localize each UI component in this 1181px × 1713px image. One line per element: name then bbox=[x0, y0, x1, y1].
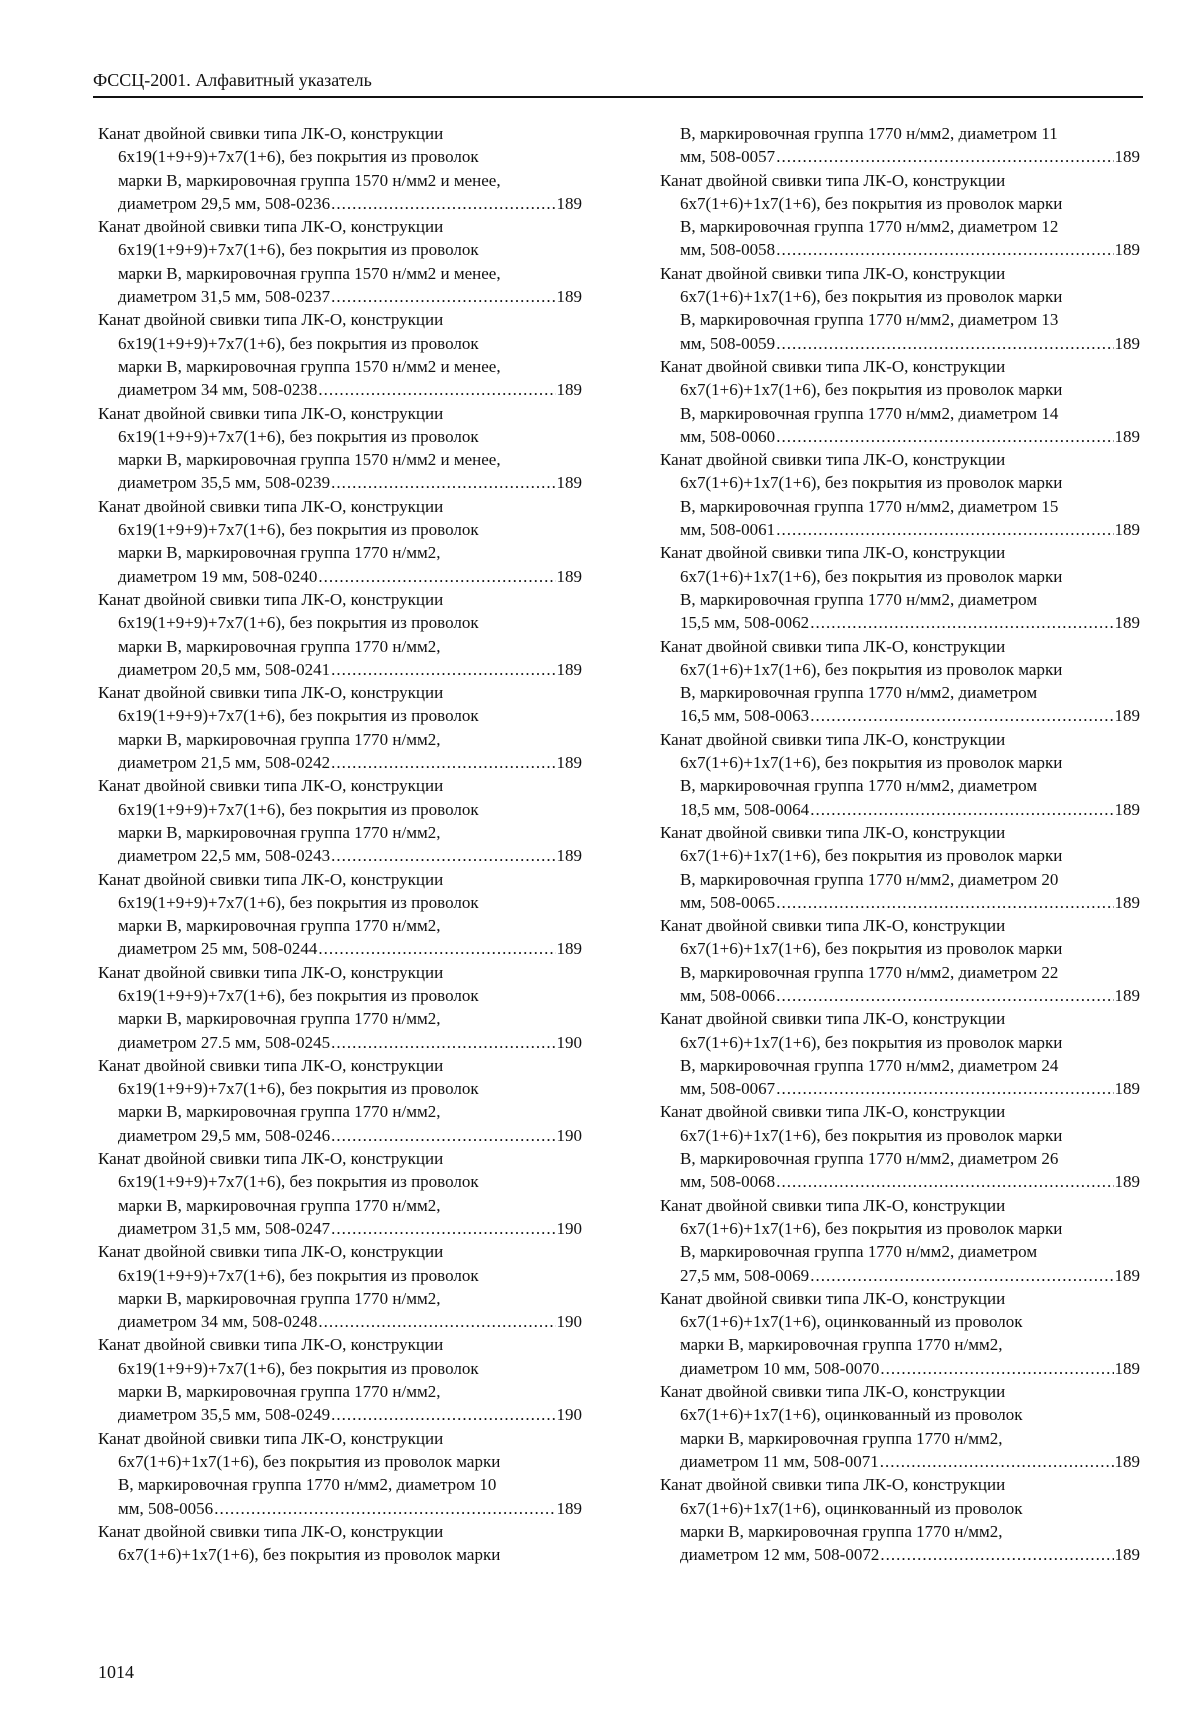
entry-code: 18,5 мм, 508-0064 bbox=[680, 799, 810, 819]
dot-leader bbox=[776, 984, 1113, 1007]
index-entry bbox=[98, 681, 582, 774]
entry-code: диаметром 21,5 мм, 508-0242 bbox=[118, 753, 331, 773]
dot-leader bbox=[776, 145, 1113, 168]
entry-heading: Канат двойной свивки типа ЛК-О, конструкции bbox=[98, 869, 444, 889]
entry-code-line bbox=[660, 704, 1140, 727]
entry-heading: Канат двойной свивки типа ЛК-О, конструкции bbox=[660, 636, 1006, 656]
entry-line: 6x7(1+6)+1x7(1+6), без покрытия из проволок марки bbox=[680, 846, 1063, 866]
entry-code-line bbox=[660, 425, 1140, 448]
entry-page-ref: 189 bbox=[556, 659, 582, 679]
entry-code: диаметром 11 мм, 508-0071 bbox=[680, 1451, 879, 1471]
index-entry bbox=[660, 728, 1140, 821]
index-entry bbox=[660, 355, 1140, 448]
index-entry bbox=[98, 308, 582, 401]
entry-line: марки В, маркировочная группа 1770 н/мм2, bbox=[118, 543, 441, 563]
entry-line: 6x7(1+6)+1x7(1+6), без покрытия из проволок марки bbox=[680, 1218, 1063, 1238]
entry-heading: Канат двойной свивки типа ЛК-О, конструкции bbox=[660, 1382, 1006, 1402]
entry-code-line bbox=[98, 844, 582, 867]
entry-page-ref: 190 bbox=[556, 1218, 582, 1238]
index-entry bbox=[660, 1100, 1140, 1193]
entry-page-ref: 189 bbox=[556, 939, 582, 959]
entry-code-line bbox=[660, 1264, 1140, 1287]
entry-line: В, маркировочная группа 1770 н/мм2, диаметром bbox=[680, 1242, 1038, 1262]
dot-leader bbox=[331, 658, 555, 681]
dot-leader bbox=[318, 937, 555, 960]
entry-code-line bbox=[98, 471, 582, 494]
entry-code: диаметром 34 мм, 508-0248 bbox=[118, 1312, 318, 1332]
entry-heading: Канат двойной свивки типа ЛК-О, конструкции bbox=[660, 1195, 1006, 1215]
index-entry bbox=[660, 1473, 1140, 1566]
entry-page-ref: 189 bbox=[556, 566, 582, 586]
entry-code-line bbox=[660, 1543, 1140, 1566]
index-entry bbox=[98, 961, 582, 1054]
entry-line: марки В, маркировочная группа 1770 н/мм2, bbox=[680, 1335, 1003, 1355]
entry-heading: Канат двойной свивки типа ЛК-О, конструкции bbox=[660, 543, 1006, 563]
entry-heading: Канат двойной свивки типа ЛК-О, конструкции bbox=[98, 1428, 444, 1448]
dot-leader bbox=[331, 1031, 555, 1054]
entry-line: 6x7(1+6)+1x7(1+6), без покрытия из проволок марки bbox=[680, 193, 1063, 213]
entry-code-line bbox=[98, 751, 582, 774]
entry-page-ref: 189 bbox=[1114, 520, 1140, 540]
running-header bbox=[93, 66, 1143, 98]
entry-code-line bbox=[98, 1403, 582, 1426]
entry-code: мм, 508-0059 bbox=[680, 333, 776, 353]
entry-page-ref: 189 bbox=[556, 753, 582, 773]
entry-code-line bbox=[98, 565, 582, 588]
index-entry bbox=[660, 1380, 1140, 1473]
index-entry bbox=[660, 1194, 1140, 1287]
entry-page-ref: 189 bbox=[1114, 799, 1140, 819]
entry-code-line bbox=[98, 937, 582, 960]
entry-code: мм, 508-0068 bbox=[680, 1172, 776, 1192]
entry-line: 6x7(1+6)+1x7(1+6), без покрытия из проволок марки bbox=[680, 753, 1063, 773]
entry-line: 6x19(1+9+9)+7x7(1+6), без покрытия из проволок bbox=[118, 426, 479, 446]
dot-leader bbox=[776, 891, 1113, 914]
entry-line: 6x7(1+6)+1x7(1+6), без покрытия из проволок марки bbox=[118, 1451, 501, 1471]
entry-line: 6x19(1+9+9)+7x7(1+6), без покрытия из проволок bbox=[118, 985, 479, 1005]
entry-code-line bbox=[660, 1077, 1140, 1100]
entry-heading: Канат двойной свивки типа ЛК-О, конструкции bbox=[98, 962, 444, 982]
index-entry bbox=[98, 1240, 582, 1333]
entry-heading: Канат двойной свивки типа ЛК-О, конструкции bbox=[98, 776, 444, 796]
entry-line: 6x7(1+6)+1x7(1+6), оцинкованный из проволок bbox=[680, 1498, 1023, 1518]
dot-leader bbox=[776, 518, 1113, 541]
entry-line: марки В, маркировочная группа 1770 н/мм2, bbox=[118, 1288, 441, 1308]
dot-leader bbox=[776, 1170, 1113, 1193]
entry-page-ref: 189 bbox=[1114, 892, 1140, 912]
entry-code: 16,5 мм, 508-0063 bbox=[680, 706, 810, 726]
entry-line: марки В, маркировочная группа 1770 н/мм2, bbox=[118, 1009, 441, 1029]
dot-leader bbox=[331, 1403, 555, 1426]
dot-leader bbox=[331, 192, 555, 215]
entry-line: В, маркировочная группа 1770 н/мм2, диаметром 15 bbox=[680, 496, 1059, 516]
entry-line: В, маркировочная группа 1770 н/мм2, диаметром 24 bbox=[680, 1055, 1059, 1075]
entry-page-ref: 189 bbox=[1114, 1545, 1140, 1565]
entry-line: марки В, маркировочная группа 1570 н/мм2 и менее, bbox=[118, 356, 501, 376]
entry-code-line bbox=[98, 1310, 582, 1333]
dot-leader bbox=[880, 1357, 1113, 1380]
entry-page-ref: 189 bbox=[1114, 1172, 1140, 1192]
index-entry bbox=[98, 1427, 582, 1520]
index-entry bbox=[98, 588, 582, 681]
dot-leader bbox=[318, 378, 555, 401]
entry-page-ref: 189 bbox=[1114, 240, 1140, 260]
entry-heading: Канат двойной свивки типа ЛК-О, конструкции bbox=[660, 729, 1006, 749]
entry-line: марки В, маркировочная группа 1770 н/мм2, bbox=[680, 1521, 1003, 1541]
entry-line: марки В, маркировочная группа 1770 н/мм2, bbox=[118, 729, 441, 749]
index-entry bbox=[98, 215, 582, 308]
entry-code-line bbox=[660, 238, 1140, 261]
entry-code: диаметром 25 мм, 508-0244 bbox=[118, 939, 318, 959]
entry-code: мм, 508-0065 bbox=[680, 892, 776, 912]
entry-heading: Канат двойной свивки типа ЛК-О, конструкции bbox=[98, 310, 444, 330]
index-entry bbox=[660, 635, 1140, 728]
dot-leader bbox=[776, 1077, 1113, 1100]
entry-heading: Канат двойной свивки типа ЛК-О, конструкции bbox=[98, 1149, 444, 1169]
entry-line: марки В, маркировочная группа 1770 н/мм2, bbox=[118, 1102, 441, 1122]
entry-code: диаметром 35,5 мм, 508-0239 bbox=[118, 473, 331, 493]
entry-code-line bbox=[98, 1217, 582, 1240]
index-entry bbox=[98, 402, 582, 495]
entry-code: диаметром 20,5 мм, 508-0241 bbox=[118, 659, 331, 679]
entry-heading: Канат двойной свивки типа ЛК-О, конструкции bbox=[98, 683, 444, 703]
entry-code: мм, 508-0057 bbox=[680, 147, 776, 167]
entry-page-ref: 190 bbox=[556, 1125, 582, 1145]
entry-line: марки В, маркировочная группа 1770 н/мм2, bbox=[118, 822, 441, 842]
entry-line: 6x19(1+9+9)+7x7(1+6), без покрытия из проволок bbox=[118, 1265, 479, 1285]
entry-code: диаметром 31,5 мм, 508-0247 bbox=[118, 1218, 331, 1238]
entry-line: 6x19(1+9+9)+7x7(1+6), без покрытия из проволок bbox=[118, 706, 479, 726]
entry-heading: Канат двойной свивки типа ЛК-О, конструкции bbox=[660, 1475, 1006, 1495]
entry-line: 6x19(1+9+9)+7x7(1+6), без покрытия из проволок bbox=[118, 240, 479, 260]
entry-page-ref: 189 bbox=[556, 193, 582, 213]
entry-page-ref: 189 bbox=[556, 846, 582, 866]
entry-page-ref: 189 bbox=[556, 473, 582, 493]
dot-leader bbox=[331, 471, 555, 494]
index-entry bbox=[98, 122, 582, 215]
entry-line: 6x19(1+9+9)+7x7(1+6), без покрытия из проволок bbox=[118, 333, 479, 353]
entry-code-line bbox=[660, 891, 1140, 914]
entry-line: марки В, маркировочная группа 1770 н/мм2, bbox=[118, 1382, 441, 1402]
dot-leader bbox=[776, 332, 1113, 355]
entry-line: 6x7(1+6)+1x7(1+6), без покрытия из проволок марки bbox=[680, 473, 1063, 493]
entry-page-ref: 189 bbox=[1114, 706, 1140, 726]
entry-page-ref: 189 bbox=[1114, 1265, 1140, 1285]
dot-leader bbox=[776, 425, 1113, 448]
dot-leader bbox=[810, 1264, 1113, 1287]
entry-line: 6x7(1+6)+1x7(1+6), без покрытия из проволок марки bbox=[680, 566, 1063, 586]
entry-heading: Канат двойной свивки типа ЛК-О, конструкции bbox=[660, 916, 1006, 936]
entry-page-ref: 189 bbox=[1114, 613, 1140, 633]
dot-leader bbox=[331, 1217, 555, 1240]
index-column-right bbox=[660, 122, 1140, 1566]
entry-page-ref: 189 bbox=[556, 380, 582, 400]
index-entry bbox=[660, 914, 1140, 1007]
entry-code: мм, 508-0067 bbox=[680, 1079, 776, 1099]
index-entry bbox=[660, 448, 1140, 541]
entry-line: марки В, маркировочная группа 1770 н/мм2, bbox=[118, 636, 441, 656]
dot-leader bbox=[331, 1124, 555, 1147]
entry-heading: Канат двойной свивки типа ЛК-О, конструкции bbox=[98, 589, 444, 609]
entry-code: 27,5 мм, 508-0069 bbox=[680, 1265, 810, 1285]
entry-heading: Канат двойной свивки типа ЛК-О, конструкции bbox=[660, 1009, 1006, 1029]
dot-leader bbox=[810, 798, 1113, 821]
dot-leader bbox=[776, 238, 1113, 261]
entry-page-ref: 190 bbox=[556, 1032, 582, 1052]
dot-leader bbox=[331, 285, 555, 308]
index-entry bbox=[660, 1007, 1140, 1100]
index-entry bbox=[98, 1520, 582, 1567]
entry-heading: Канат двойной свивки типа ЛК-О, конструкции bbox=[98, 1335, 444, 1355]
entry-line: марки В, маркировочная группа 1770 н/мм2, bbox=[680, 1428, 1003, 1448]
entry-page-ref: 190 bbox=[556, 1312, 582, 1332]
entry-page-ref: 189 bbox=[1114, 1451, 1140, 1471]
entry-line: 6x7(1+6)+1x7(1+6), без покрытия из проволок марки bbox=[118, 1545, 501, 1565]
entry-line: марки В, маркировочная группа 1770 н/мм2, bbox=[118, 916, 441, 936]
entry-heading: Канат двойной свивки типа ЛК-О, конструкции bbox=[98, 124, 444, 143]
entry-line: 6x7(1+6)+1x7(1+6), оцинкованный из проволок bbox=[680, 1312, 1023, 1332]
entry-code: диаметром 12 мм, 508-0072 bbox=[680, 1545, 880, 1565]
entry-code: диаметром 29,5 мм, 508-0246 bbox=[118, 1125, 331, 1145]
entry-line: марки В, маркировочная группа 1570 н/мм2 и менее, bbox=[118, 170, 501, 190]
entry-line: 6x7(1+6)+1x7(1+6), без покрытия из проволок марки bbox=[680, 287, 1063, 307]
entry-code-line bbox=[660, 1357, 1140, 1380]
entry-line: марки В, маркировочная группа 1570 н/мм2 и менее, bbox=[118, 450, 501, 470]
entry-heading: Канат двойной свивки типа ЛК-О, конструкции bbox=[98, 217, 444, 237]
entry-code-line bbox=[660, 611, 1140, 634]
entry-line: 6x7(1+6)+1x7(1+6), без покрытия из проволок марки bbox=[680, 939, 1063, 959]
index-entry bbox=[98, 774, 582, 867]
index-entry bbox=[660, 541, 1140, 634]
index-entry bbox=[660, 169, 1140, 262]
page-number: 1014 bbox=[98, 1662, 134, 1682]
entry-page-ref: 189 bbox=[1114, 426, 1140, 446]
index-entry bbox=[660, 1287, 1140, 1380]
entry-code-line bbox=[660, 1170, 1140, 1193]
entry-code-line bbox=[98, 192, 582, 215]
dot-leader bbox=[214, 1497, 555, 1520]
entry-code: диаметром 10 мм, 508-0070 bbox=[680, 1358, 880, 1378]
entry-code: мм, 508-0058 bbox=[680, 240, 776, 260]
entry-code-line bbox=[98, 378, 582, 401]
entry-line: В, маркировочная группа 1770 н/мм2, диаметром bbox=[680, 776, 1038, 796]
entry-line: 6x19(1+9+9)+7x7(1+6), без покрытия из проволок bbox=[118, 892, 479, 912]
entry-line: В, маркировочная группа 1770 н/мм2, диаметром 26 bbox=[680, 1149, 1059, 1169]
entry-heading: Канат двойной свивки типа ЛК-О, конструкции bbox=[98, 496, 444, 516]
entry-line: 6x19(1+9+9)+7x7(1+6), без покрытия из проволок bbox=[118, 1172, 479, 1192]
entry-heading: Канат двойной свивки типа ЛК-О, конструкции bbox=[660, 450, 1006, 470]
entry-page-ref: 189 bbox=[1114, 147, 1140, 167]
entry-code: диаметром 34 мм, 508-0238 bbox=[118, 380, 318, 400]
dot-leader bbox=[318, 1310, 555, 1333]
entry-line: 6x7(1+6)+1x7(1+6), без покрытия из проволок марки bbox=[680, 1125, 1063, 1145]
entry-line: В, маркировочная группа 1770 н/мм2, диаметром 20 bbox=[680, 869, 1059, 889]
index-entry bbox=[98, 1147, 582, 1240]
entry-code-line bbox=[660, 145, 1140, 168]
entry-heading: Канат двойной свивки типа ЛК-О, конструкции bbox=[98, 403, 444, 423]
entry-heading: Канат двойной свивки типа ЛК-О, конструкции bbox=[660, 822, 1006, 842]
entry-line: В, маркировочная группа 1770 н/мм2, диаметром bbox=[680, 683, 1038, 703]
entry-heading: Канат двойной свивки типа ЛК-О, конструкции bbox=[660, 1102, 1006, 1122]
entry-line: марки В, маркировочная группа 1770 н/мм2, bbox=[118, 1195, 441, 1215]
entry-page-ref: 189 bbox=[1114, 1358, 1140, 1378]
entry-code: 15,5 мм, 508-0062 bbox=[680, 613, 810, 633]
entry-heading: Канат двойной свивки типа ЛК-О, конструкции bbox=[98, 1055, 444, 1075]
entry-code: диаметром 31,5 мм, 508-0237 bbox=[118, 287, 331, 307]
entry-code: диаметром 19 мм, 508-0240 bbox=[118, 566, 318, 586]
dot-leader bbox=[331, 844, 555, 867]
entry-code: диаметром 22,5 мм, 508-0243 bbox=[118, 846, 331, 866]
entry-heading: Канат двойной свивки типа ЛК-О, конструкции bbox=[660, 263, 1006, 283]
entry-line: В, маркировочная группа 1770 н/мм2, диаметром bbox=[680, 589, 1038, 609]
entry-line: 6x19(1+9+9)+7x7(1+6), без покрытия из проволок bbox=[118, 520, 479, 540]
entry-line: В, маркировочная группа 1770 н/мм2, диаметром 10 bbox=[118, 1475, 497, 1495]
entry-code: мм, 508-0056 bbox=[118, 1498, 214, 1518]
entry-code-line bbox=[98, 1497, 582, 1520]
entry-line: В, маркировочная группа 1770 н/мм2, диаметром 12 bbox=[680, 217, 1059, 237]
entry-page-ref: 189 bbox=[1114, 333, 1140, 353]
index-entry bbox=[98, 868, 582, 961]
entry-line: В, маркировочная группа 1770 н/мм2, диаметром 22 bbox=[680, 962, 1059, 982]
entry-heading: Канат двойной свивки типа ЛК-О, конструкции bbox=[98, 1242, 444, 1262]
entry-code-line bbox=[98, 1031, 582, 1054]
entry-line: В, маркировочная группа 1770 н/мм2, диаметром 14 bbox=[680, 403, 1059, 423]
entry-line: 6x19(1+9+9)+7x7(1+6), без покрытия из проволок bbox=[118, 613, 479, 633]
entry-code-line bbox=[660, 798, 1140, 821]
entry-code: мм, 508-0061 bbox=[680, 520, 776, 540]
entry-line: 6x7(1+6)+1x7(1+6), без покрытия из проволок марки bbox=[680, 380, 1063, 400]
entry-heading: Канат двойной свивки типа ЛК-О, конструкции bbox=[98, 1521, 444, 1541]
entry-line: 6x19(1+9+9)+7x7(1+6), без покрытия из проволок bbox=[118, 799, 479, 819]
entry-line: В, маркировочная группа 1770 н/мм2, диаметром 11 bbox=[680, 124, 1058, 143]
index-entry bbox=[660, 262, 1140, 355]
dot-leader bbox=[331, 751, 555, 774]
entry-code-line bbox=[98, 1124, 582, 1147]
index-entry bbox=[98, 1054, 582, 1147]
entry-code-line bbox=[660, 332, 1140, 355]
entry-code-line bbox=[98, 285, 582, 308]
dot-leader bbox=[880, 1543, 1113, 1566]
entry-code: мм, 508-0066 bbox=[680, 985, 776, 1005]
entry-code-line bbox=[660, 1450, 1140, 1473]
entry-line: 6x7(1+6)+1x7(1+6), оцинкованный из проволок bbox=[680, 1405, 1023, 1425]
entry-heading: Канат двойной свивки типа ЛК-О, конструкции bbox=[660, 170, 1006, 190]
entry-heading: Канат двойной свивки типа ЛК-О, конструкции bbox=[660, 1288, 1006, 1308]
index-entry bbox=[98, 1333, 582, 1426]
entry-code: диаметром 29,5 мм, 508-0236 bbox=[118, 193, 331, 213]
entry-page-ref: 189 bbox=[1114, 985, 1140, 1005]
index-entry bbox=[98, 495, 582, 588]
entry-code: диаметром 35,5 мм, 508-0249 bbox=[118, 1405, 331, 1425]
dot-leader bbox=[810, 611, 1113, 634]
header-title: ФССЦ-2001. Алфавитный указатель bbox=[93, 70, 372, 90]
entry-line: марки В, маркировочная группа 1570 н/мм2 и менее, bbox=[118, 263, 501, 283]
entry-page-ref: 190 bbox=[556, 1405, 582, 1425]
entry-code-line bbox=[660, 518, 1140, 541]
entry-line: 6x19(1+9+9)+7x7(1+6), без покрытия из проволок bbox=[118, 147, 479, 167]
entry-line: 6x7(1+6)+1x7(1+6), без покрытия из проволок марки bbox=[680, 659, 1063, 679]
dot-leader bbox=[880, 1450, 1114, 1473]
entry-line: В, маркировочная группа 1770 н/мм2, диаметром 13 bbox=[680, 310, 1059, 330]
entry-page-ref: 189 bbox=[556, 287, 582, 307]
entry-page-ref: 189 bbox=[556, 1498, 582, 1518]
index-entry bbox=[660, 122, 1140, 169]
index-entry bbox=[660, 821, 1140, 914]
entry-code-line bbox=[98, 658, 582, 681]
entry-line: 6x19(1+9+9)+7x7(1+6), без покрытия из проволок bbox=[118, 1358, 479, 1378]
entry-code: мм, 508-0060 bbox=[680, 426, 776, 446]
entry-code: диаметром 27.5 мм, 508-0245 bbox=[118, 1032, 331, 1052]
index-column-left bbox=[98, 122, 582, 1566]
dot-leader bbox=[810, 704, 1113, 727]
entry-page-ref: 189 bbox=[1114, 1079, 1140, 1099]
entry-code-line bbox=[660, 984, 1140, 1007]
entry-line: 6x19(1+9+9)+7x7(1+6), без покрытия из проволок bbox=[118, 1079, 479, 1099]
entry-line: 6x7(1+6)+1x7(1+6), без покрытия из проволок марки bbox=[680, 1032, 1063, 1052]
dot-leader bbox=[318, 565, 555, 588]
entry-heading: Канат двойной свивки типа ЛК-О, конструкции bbox=[660, 356, 1006, 376]
